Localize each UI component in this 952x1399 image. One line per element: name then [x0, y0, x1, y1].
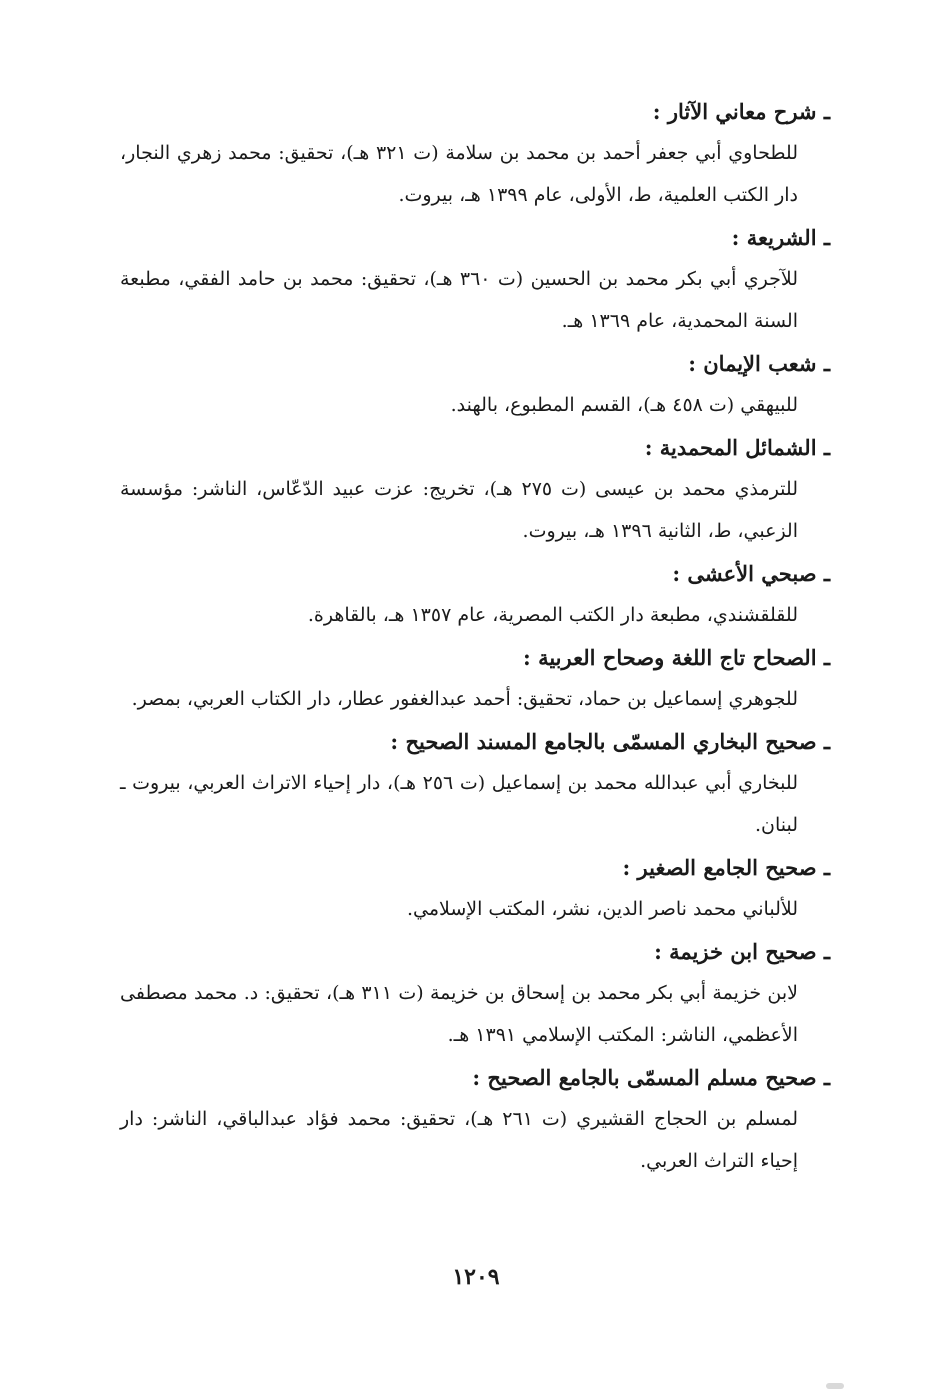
page-number: ١٢٠٩ [452, 1264, 500, 1290]
entry-title: ـ صبحي الأعشى : [672, 561, 830, 586]
bibliography-entry [120, 92, 830, 216]
bibliography-entry [120, 554, 830, 636]
entry-description: للطحاوي أبي جعفر أحمد بن محمد بن سلامة (ت ٣٢١ هـ)، تحقيق: محمد زهري النجار، دار الكتب العلمية، ط، الأولى، عام ١٣٩٩ هـ، بيروت. [120, 142, 798, 206]
bibliography-entry [120, 218, 830, 342]
entry-description: للجوهري إسماعيل بن حماد، تحقيق: أحمد عبدالغفور عطار، دار الكتاب العربي، بمصر. [131, 688, 798, 710]
scan-smudge [826, 1383, 844, 1389]
entry-title: ـ الشمائل المحمدية : [644, 435, 830, 460]
entry-description: لمسلم بن الحجاج القشيري (ت ٢٦١ هـ)، تحقيق: محمد فؤاد عبدالباقي، الناشر: دار إحياء التراث العربي. [120, 1108, 798, 1172]
bibliography-entry [120, 638, 830, 720]
entry-title: ـ صحيح ابن خزيمة : [654, 939, 830, 964]
entry-description: للألباني محمد ناصر الدين، نشر، المكتب الإسلامي. [406, 898, 798, 920]
bibliography-entry [120, 344, 830, 426]
entry-title: ـ صحيح البخاري المسمّى بالجامع المسند الصحيح : [390, 729, 830, 754]
entry-description: للقلقشندي، مطبعة دار الكتب المصرية، عام ١٣٥٧ هـ، بالقاهرة. [307, 604, 798, 626]
entry-description: للترمذي محمد بن عيسى (ت ٢٧٥ هـ)، تخريج: عزت عبيد الدّعّاس، الناشر: مؤسسة الزعبي، ط، الثانية ١٣٩٦ هـ، بيروت. [120, 478, 798, 542]
bibliography-entry [120, 932, 830, 1056]
entry-title: ـ الصحاح تاج اللغة وصحاح العربية : [523, 645, 830, 670]
bibliography-entry [120, 1058, 830, 1182]
entry-description: للبخاري أبي عبدالله محمد بن إسماعيل (ت ٢٥٦ هـ)، دار إحياء الاتراث العربي، بيروت ـ لبنان. [120, 772, 798, 836]
entry-title: ـ صحيح مسلم المسمّى بالجامع الصحيح : [472, 1065, 830, 1090]
bibliography-list [120, 92, 830, 1184]
entry-title: ـ شرح معاني الآثار : [652, 99, 830, 124]
entry-description: لابن خزيمة أبي بكر محمد بن إسحاق بن خزيمة (ت ٣١١ هـ)، تحقيق: د. محمد مصطفى الأعظمي، الناشر: المكتب الإسلامي ١٣٩١ هـ. [120, 982, 798, 1046]
entry-title: ـ شعب الإيمان : [688, 351, 830, 376]
entry-description: للآجري أبي بكر محمد بن الحسين (ت ٣٦٠ هـ)، تحقيق: محمد بن حامد الفقي، مطبعة السنة المحمدية، عام ١٣٦٩ هـ. [120, 268, 798, 332]
bibliography-entry [120, 428, 830, 552]
entry-description: للبيهقي (ت ٤٥٨ هـ)، القسم المطبوع، بالهند. [450, 394, 798, 416]
entry-title: ـ صحيح الجامع الصغير : [622, 855, 830, 880]
bibliography-entry [120, 848, 830, 930]
entry-title: ـ الشريعة : [731, 225, 830, 250]
bibliography-entry [120, 722, 830, 846]
